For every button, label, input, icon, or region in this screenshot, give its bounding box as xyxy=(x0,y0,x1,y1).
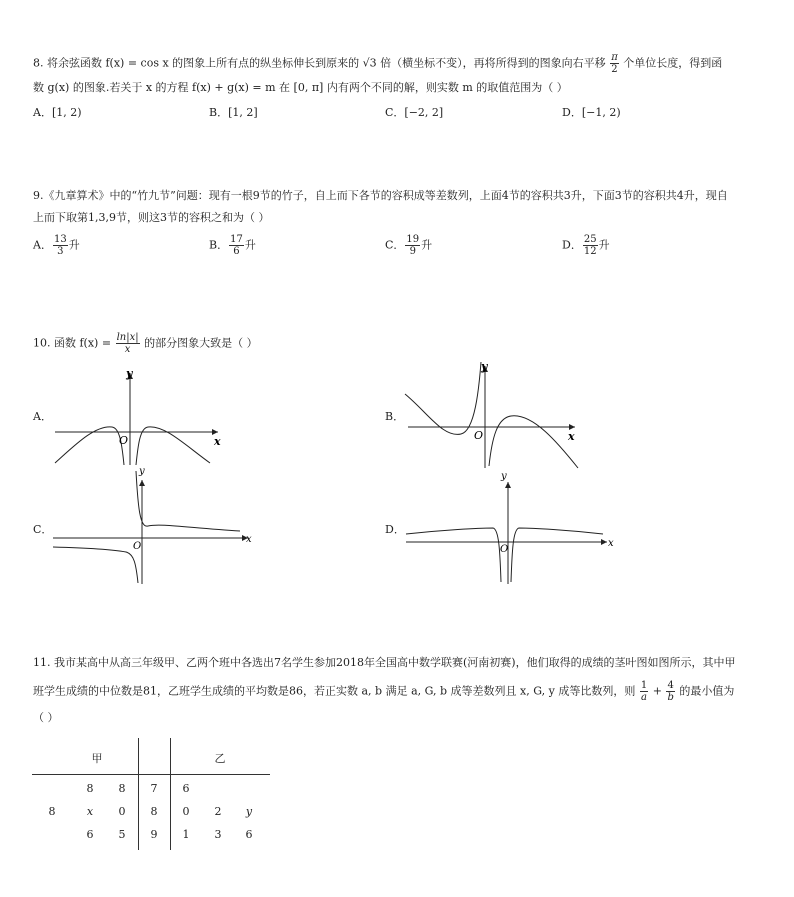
header-jia: 甲 xyxy=(91,752,103,765)
q8-line1-text: 8. 将余弦函数 f(x) = cos x 的图象上所有点的纵坐标伸长到原来的 √3 倍（横坐标不变），再将所得到的图象向右平移 xyxy=(33,56,606,70)
stem: 9 xyxy=(150,828,158,841)
q10-graph-a xyxy=(50,365,230,470)
leaf-right: 2 xyxy=(214,805,222,818)
q10-graph-c xyxy=(50,468,260,586)
leaf-left: x xyxy=(86,805,94,818)
q8-option-b: B．[1, 2] xyxy=(209,106,258,119)
leaf-right: 3 xyxy=(214,828,222,841)
header-yi: 乙 xyxy=(214,752,226,765)
curve-right xyxy=(136,471,240,531)
leaf-left: 0 xyxy=(118,805,126,818)
origin-label: O xyxy=(474,429,484,442)
q9-line1: 9.《九章算术》中的“竹九节”问题：现有一根9节的竹子，自上而下各节的容积成等差数列，上面4节的容积共3升，下面3节的容积共4升，现自 xyxy=(33,189,728,202)
q8-line1-tail: 个单位长度，得到函 xyxy=(623,56,723,70)
q11-line2: 班学生成绩的中位数是81，乙班学生成绩的平均数是86，若正实数 a, b 满足 a, G, b 成等差数列且 x, G, y 成等比数列，则 $\frac{1}{a}$ + $\frac{4}{b}$ 的最小值为 xyxy=(33,680,735,703)
curve-right xyxy=(489,416,578,468)
axis-x-label: x xyxy=(214,435,221,448)
origin-label: O xyxy=(133,541,142,552)
leaf-right: 0 xyxy=(182,805,190,818)
axis-y-label: y xyxy=(501,472,507,482)
leaf-left: 6 xyxy=(86,828,94,841)
curve-right xyxy=(511,528,603,582)
leaf-right: 1 xyxy=(182,828,190,841)
q8-option-c: C．[−2, 2] xyxy=(385,106,444,119)
axis-x-label: x xyxy=(246,534,252,545)
leaf-left: 8 xyxy=(48,805,56,818)
q9-option-a: A． $\frac{13}{3}$ 升 xyxy=(33,234,80,257)
q10-option-b-label: B． xyxy=(385,410,405,423)
leaf-right: 6 xyxy=(245,828,253,841)
q11-line1: 11. 我市某高中从高三年级甲、乙两个班中各选出7名学生参加2018年全国高中数学联赛(河南初赛)，他们取得的成绩的茎叶图如图所示，其中甲 xyxy=(33,656,736,669)
curve-left xyxy=(53,547,138,583)
curve-left xyxy=(406,528,501,582)
q9-option-b: B． $\frac{17}{6}$ 升 xyxy=(209,234,256,257)
q10-option-d-label: D． xyxy=(385,523,405,536)
stem: 8 xyxy=(150,805,158,818)
q11-line3: （ ） xyxy=(33,711,59,724)
q9-option-c: C． $\frac{19}{9}$ 升 xyxy=(385,234,433,257)
curve-right xyxy=(136,427,210,465)
q10-stem: 10. 函数 f(x) = $\frac{\ln|x|}{x}$ 的部分图象大致是（ ） xyxy=(33,332,258,355)
q8-line1 xyxy=(33,52,722,75)
leaf-right: y xyxy=(245,805,253,818)
q10-graph-d xyxy=(403,472,618,587)
origin-label: O xyxy=(500,544,509,555)
axis-x-label: x xyxy=(568,430,575,443)
leaf-left: 5 xyxy=(118,828,126,841)
leaf-left: 8 xyxy=(118,782,126,795)
q10-option-a-label: A． xyxy=(33,410,52,423)
q8-option-d: D．[−1, 2) xyxy=(562,106,621,119)
axis-x-label: x xyxy=(608,538,614,549)
axis-y-label: y xyxy=(481,360,488,373)
q10-option-c-label: C． xyxy=(33,523,53,536)
axis-y-label: y xyxy=(126,367,133,380)
q8-shift-fraction: $\frac{\pi}{2}$ xyxy=(611,52,618,75)
q10-graph-b xyxy=(403,358,588,473)
stem-leaf-plot xyxy=(32,738,272,853)
leaf-left: 8 xyxy=(86,782,94,795)
q8-option-a: A．[1, 2) xyxy=(33,106,82,119)
curve-left xyxy=(55,427,124,465)
q8-line2: 数 g(x) 的图象.若关于 x 的方程 f(x) + g(x) = m 在 [0, π] 内有两个不同的解，则实数 m 的取值范围为（ ） xyxy=(33,81,568,94)
leaf-right: 6 xyxy=(182,782,190,795)
q9-option-d: D． $\frac{25}{12}$ 升 xyxy=(562,234,610,257)
q9-line2: 上而下取第1,3,9节，则这3节的容积之和为（ ） xyxy=(33,211,270,224)
curve-left xyxy=(405,362,481,434)
origin-label: O xyxy=(119,434,129,447)
axis-y-label: y xyxy=(139,468,145,477)
stem: 7 xyxy=(150,782,158,795)
